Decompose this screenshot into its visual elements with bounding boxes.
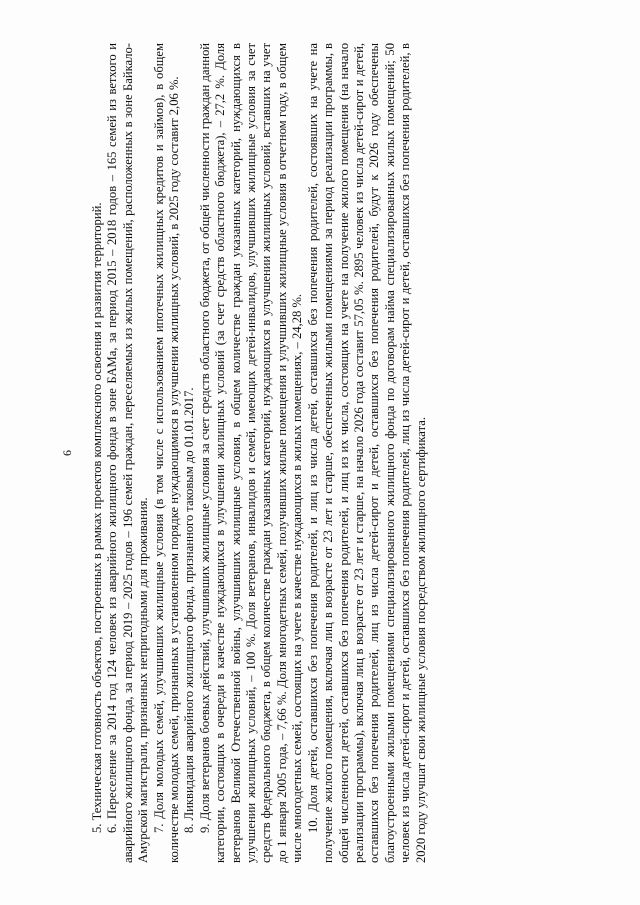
body-text [90, 43, 429, 863]
page-number: 6 [60, 449, 74, 456]
paragraph-7: 7. Доля молодых семей, улучшивших жилищные условия (в том числе с использованием ипотечных жилищных кредитов и займов), в общем количестве молодых семей, признанных в установленном порядке нуждающимися в улучшении жилищных условий, в 2025 году составит 2,06 %. [151, 42, 182, 863]
paragraph-8: 8. Ликвидация аварийного жилищного фонда, признанного таковым до 01.01.2017. [182, 386, 197, 833]
rotated-content [60, 43, 580, 863]
paragraph-6: 6. Переселение за 2014 год 124 человек из аварийного жилищного фонда в зоне БАМа, за период 2015 – 2018 годов – 165 семей из ветхого и аварийного жилищного фонда, за период 2019 – 2025 годов – 196 семей граждан, переселяемых из жилых помещений, расположенных в зоне Байкало-Амурской магистрали, признанных непригодными для проживания. [105, 42, 151, 863]
paragraph-10: 10. Доля детей, оставшихся без попечения родителей, и лиц из числа детей, оставшихся без попечения родителей, состоявших на учете на получение жилого помещения, включая лиц в возрасте от 23 лет и старше, обеспеченных жилыми помещениями за период реализации программы, в общей численности детей, оставшихся без попечения родителей, и лиц из их числа, состоящих на учете на получение жилого помещения (на начало реализации программы), включая лиц в возрасте от 23 лет и старше, на начало 2026 года составит 57,05 %. 2895 человек из числа детей-сирот и детей, оставшихся без попечения родителей, лиц из числа детей-сирот и детей, оставшихся без попечения родителей, будут к 2026 году обеспечены благоустроенными жилыми помещениями специализированного жилищного фонда по договорам найма специализированных жилых помещений; 50 человек из числа детей-сирот и детей, оставшихся без попечения родителей, лиц из числа детей-сирот и детей, оставшихся без попечения родителей, в 2020 году улучшат свои жилищные условия посредством жилищного сертификата. [305, 42, 428, 863]
paragraph-5: 5. Техническая готовность объектов, построенных в рамках проектов комплексного освоения и развития территорий. [90, 202, 104, 833]
paragraph-9: 9. Доля ветеранов боевых действий, улучшивших жилищные условия за счет средств областного бюджета, от общей численности граждан данной категории, состоящих в очереди в качестве нуждающихся в улучшении жилищных условий (за счет средств областного бюджета), – 27,2 %. Доля ветеранов Великой Отечественной войны, улучшивших жилищные условия, в общем количестве граждан указанных категорий, нуждающихся в улучшении жилищных условий, – 100 %. Доля ветеранов, инвалидов и семей, имеющих детей-инвалидов, улучшивших жилищные условия за счет средств федерального бюджета, в общем количестве граждан указанных категорий, нуждающихся в улучшении жилищных условий, вставших на учет до 1 января 2005 года, – 7,66 %. Доля многодетных семей, получивших жилые помещения и улучшивших жилищные условия в отчетном году, в общем числе многодетных семей, состоящих на учете в качестве нуждающихся в жилых помещениях, – 24,28 %. [197, 42, 305, 863]
